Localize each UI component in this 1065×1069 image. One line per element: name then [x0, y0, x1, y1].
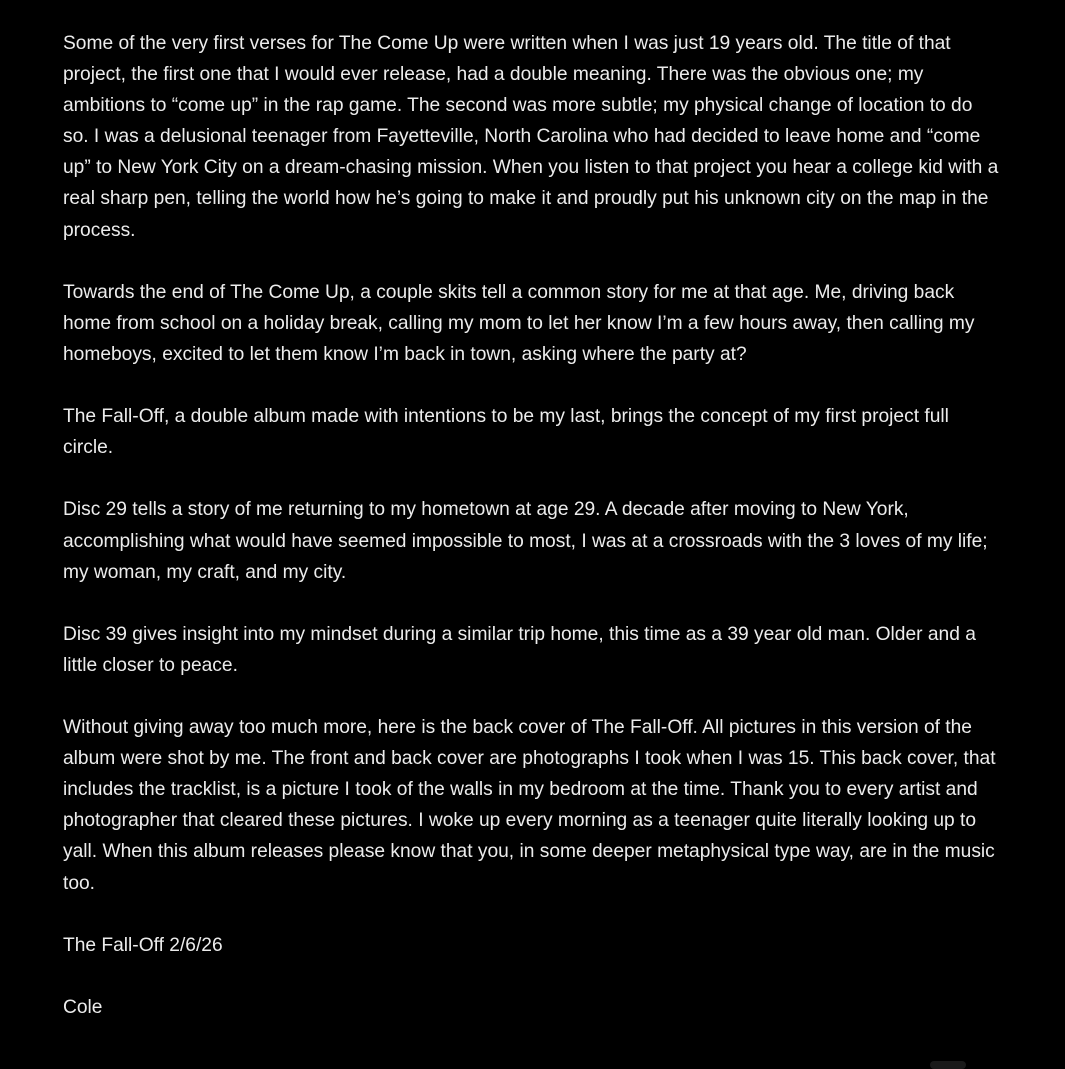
paragraph-disc-39: Disc 39 gives insight into my mindset during a similar trip home, this time as a 39 year old man. Older and a little closer to peace.: [63, 623, 976, 676]
paragraph-skits: Towards the end of The Come Up, a couple skits tell a common story for me at that age. Me, driving back home from school on a holiday break, calling my mom to let her know I’m a few hours away, then calling my homeboys, excited to let them know I’m back in town, asking where the party at?: [63, 281, 975, 365]
release-date-line: The Fall-Off 2/6/26: [63, 934, 223, 956]
signature: Cole: [63, 996, 103, 1018]
note-body: [63, 28, 1003, 1023]
paragraph-fall-off-concept: The Fall-Off, a double album made with intentions to be my last, brings the concept of my first project full circle.: [63, 406, 949, 459]
paragraph-disc-29: Disc 29 tells a story of me returning to my hometown at age 29. A decade after moving to New York, accomplishing what would have seemed impossible to most, I was at a crossroads with the 3 loves of my life; my woman, my craft, and my city.: [63, 499, 988, 583]
home-indicator: [930, 1061, 966, 1069]
paragraph-the-come-up: Some of the very first verses for The Come Up were written when I was just 19 years old. The title of that project, the first one that I would ever release, had a double meaning. There was the obvious one; my ambitions to “come up” in the rap game. The second was more subtle; my physical change of location to do so. I was a delusional teenager from Fayetteville, North Carolina who had decided to leave home and “come up” to New York City on a dream-chasing mission. When you listen to that project you hear a college kid with a real sharp pen, telling the world how he’s going to make it and proudly put his unknown city on the map in the process.: [63, 33, 999, 241]
paragraph-back-cover: Without giving away too much more, here is the back cover of The Fall-Off. All pictures in this version of the album were shot by me. The front and back cover are photographs I took when I was 15. This back cover, that includes the tracklist, is a picture I took of the walls in my bedroom at the time. Thank you to every artist and photographer that cleared these pictures. I woke up every morning as a teenager quite literally looking up to yall. When this album releases please know that you, in some deeper metaphysical type way, are in the music too.: [63, 717, 996, 894]
